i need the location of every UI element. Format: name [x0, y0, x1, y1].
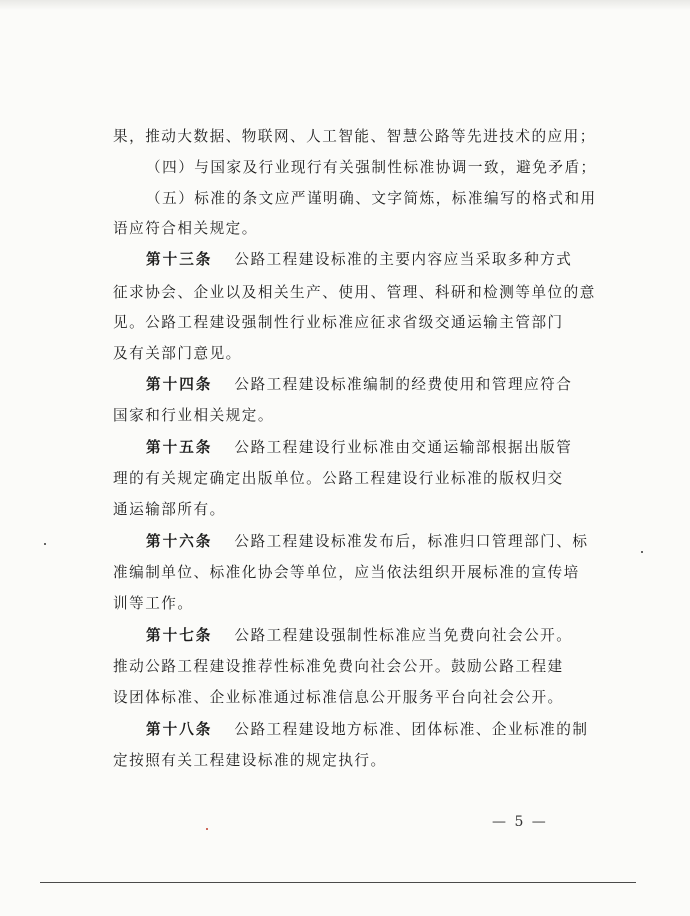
text-line: 公路工程建设标准编制的经费使用和管理应符合	[234, 376, 573, 393]
text-line: 推动公路工程建设推荐性标准免费向社会公开。鼓励公路工程建	[113, 658, 564, 675]
article-13-number: 第十三条	[146, 251, 213, 268]
text-line: 设团体标准、企业标准通过标准信息公开服务平台向社会公开。	[113, 689, 564, 706]
article-16-first-line	[146, 532, 589, 552]
text-line: 公路工程建设强制性标准应当免费向社会公开。	[234, 627, 573, 644]
scan-speck	[641, 551, 643, 553]
text-line: 准编制单位、标准化协会等单位，应当依法组织开展标准的宣传培	[113, 564, 580, 581]
article-13-first-line	[146, 250, 573, 270]
article-17-first-line	[146, 626, 573, 646]
text-line: 国家和行业相关规定。	[113, 407, 274, 424]
text-line: 果，推动大数据、物联网、人工智能、智慧公路等先进技术的应用；	[113, 128, 596, 145]
text-line: （五）标准的条文应严谨明确、文字简炼，标准编写的格式和用	[146, 190, 597, 207]
text-line: 及有关部门意见。	[113, 345, 242, 362]
text-line: （四）与国家及行业现行有关强制性标准协调一致，避免矛盾；	[146, 159, 597, 176]
scan-speck	[44, 543, 46, 545]
article-18-number: 第十八条	[146, 721, 213, 738]
scan-speck	[206, 828, 208, 830]
article-17-number: 第十七条	[146, 627, 213, 644]
text-line: 公路工程建设标准发布后，标准归口管理部门、标	[234, 533, 589, 550]
article-14-first-line	[146, 375, 573, 395]
text-line: 语应符合相关规定。	[113, 220, 258, 237]
text-line: 理的有关规定确定出版单位。公路工程建设行业标准的版权归交	[113, 470, 564, 487]
page-number: — 5 —	[492, 814, 548, 830]
text-line: 通运输部所有。	[113, 501, 226, 518]
text-line: 公路工程建设行业标准由交通运输部根据出版管	[234, 439, 573, 456]
article-18-first-line	[146, 720, 589, 740]
text-line: 公路工程建设地方标准、团体标准、企业标准的制	[234, 721, 589, 738]
article-15-number: 第十五条	[146, 439, 213, 456]
article-14-number: 第十四条	[146, 376, 213, 393]
text-line: 定按照有关工程建设标准的规定执行。	[113, 752, 387, 769]
bottom-rule	[40, 882, 636, 883]
text-line: 公路工程建设标准的主要内容应当采取多种方式	[234, 251, 573, 268]
article-16-number: 第十六条	[146, 533, 213, 550]
text-line: 见。公路工程建设强制性行业标准应征求省级交通运输主管部门	[113, 314, 564, 331]
article-15-first-line	[146, 438, 573, 458]
text-line: 征求协会、企业以及相关生产、使用、管理、科研和检测等单位的意	[113, 284, 596, 301]
text-line: 训等工作。	[113, 595, 194, 612]
